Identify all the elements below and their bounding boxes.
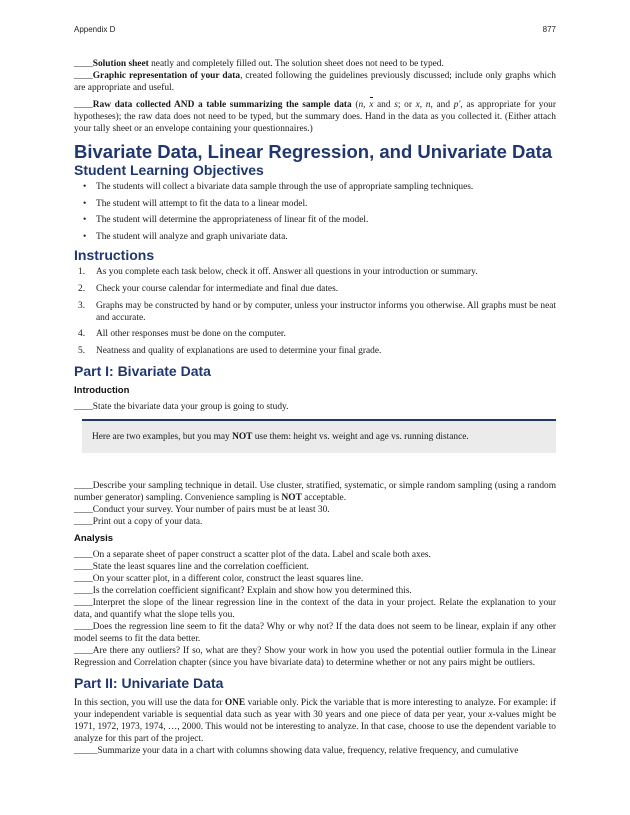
analysis-item: ____Is the correlation coefficient significant? Explain and show how you determined this.	[74, 585, 412, 596]
list-item: • The student will analyze and graph univariate data.	[83, 231, 288, 242]
list-item: 2. Check your course calendar for intermediate and final due dates.	[78, 283, 339, 294]
list-item: • The student will attempt to fit the data to a linear model.	[83, 198, 308, 209]
list-item: • The student will determine the appropriateness of linear fit of the model.	[83, 215, 369, 226]
x-bar-symbol: x	[369, 100, 374, 110]
list-item: 3. Graphs may be constructed by hand or by computer, unless your instructor informs you otherwise. All graphs must be neat and accurate.	[78, 300, 556, 323]
checklist-graphic: ____Graphic representation of your data, created following the guidelines previously discussed; include only graphs which are appropriate and useful.	[74, 71, 556, 93]
analysis-item: ____Are there any outliers? If so, what are they? Show your work in how you used the potential outlier formula in the Linear Regression and Correlation chapter (since you have bivariate data) to determine whether or not any pairs might be outliers.	[74, 645, 556, 668]
instructions-list	[74, 266, 556, 356]
part2-paragraph: In this section, you will use the data for ONE variable only. Pick the variable that is more interesting to analyze. For example: if your independent variable is sequential data such as year with 30 years and one piece of data per year, your x-values might be 1971, 1972, 1973, 1974, …, 2000. This would not be interesting to analyze. In that case, choose to use the dependent variable to analyze for this part of the project.	[74, 697, 556, 744]
bullet-icon: •	[83, 215, 87, 226]
header-appendix: Appendix D	[74, 25, 116, 34]
summarize-task: _____Summarize your data in a chart with columns showing data value, frequency, relative frequency, and cumulative	[74, 745, 519, 756]
survey-task: ____Conduct your survey. Your number of pairs must be at least 30.	[74, 504, 330, 515]
checklist-solution-sheet: ____Solution sheet neatly and completely filled out. The solution sheet does not need to be typed.	[74, 59, 444, 69]
analysis-heading: Analysis	[74, 532, 114, 544]
list-item: 5. Neatness and quality of explanations are used to determine your final grade.	[78, 345, 382, 356]
analysis-item: ____On your scatter plot, in a different color, construct the least squares line.	[74, 573, 364, 584]
objectives-heading: Student Learning Objectives	[74, 162, 264, 178]
objectives-list	[74, 181, 556, 243]
part1-heading: Part I: Bivariate Data	[74, 362, 211, 379]
list-item: 4. All other responses must be done on the computer.	[78, 329, 286, 340]
analysis-item: ____Does the regression line seem to fit the data? Why or why not? If the data does not seem to be linear, explain if any other model seems to fit the data better.	[74, 621, 556, 644]
bullet-icon: •	[83, 182, 87, 192]
intro-task: ____State the bivariate data your group is going to study.	[74, 401, 289, 412]
list-item: • The students will collect a bivariate data sample through the use of appropriate sampling techniques.	[83, 182, 474, 192]
examples-note: Here are two examples, but you may NOT use them: height vs. weight and age vs. running distance.	[82, 419, 556, 453]
sampling-task: ____Describe your sampling technique in detail. Use cluster, stratified, systematic, or simple random sampling (using a random number generator) sampling. Convenience sampling is NOT acceptable.	[74, 480, 556, 503]
analysis-item: ____State the least squares line and the correlation coefficient.	[74, 561, 309, 572]
bullet-icon: •	[83, 198, 87, 209]
bullet-icon: •	[83, 231, 87, 242]
checklist-raw-data: ____Raw data collected AND a table summarizing the sample data (n, x and s; or x, n, and p', as appropriate for your hypotheses); the raw data does not need to be typed, but the summary does. Hand in the data as you collected it. (Either attach your tally sheet or an envelope containing your questionnaires.)	[74, 100, 556, 134]
part2-heading: Part II: Univariate Data	[74, 674, 224, 691]
page-number: 877	[542, 25, 556, 34]
page-content	[74, 58, 556, 757]
list-item: 1. As you complete each task below, check it off. Answer all questions in your introduction or summary.	[78, 267, 478, 278]
analysis-item: ____On a separate sheet of paper construct a scatter plot of the data. Label and scale both axes.	[74, 549, 431, 560]
page-header	[74, 25, 556, 34]
main-title: Bivariate Data, Linear Regression, and Univariate Data	[74, 141, 553, 162]
instructions-heading: Instructions	[74, 247, 155, 264]
analysis-item: ____Interpret the slope of the linear regression line in the context of the data in your project. Relate the explanation to your data, and quantify what the slope tells you.	[74, 597, 556, 620]
print-task: ____Print out a copy of your data.	[74, 516, 203, 527]
introduction-heading: Introduction	[74, 384, 130, 396]
